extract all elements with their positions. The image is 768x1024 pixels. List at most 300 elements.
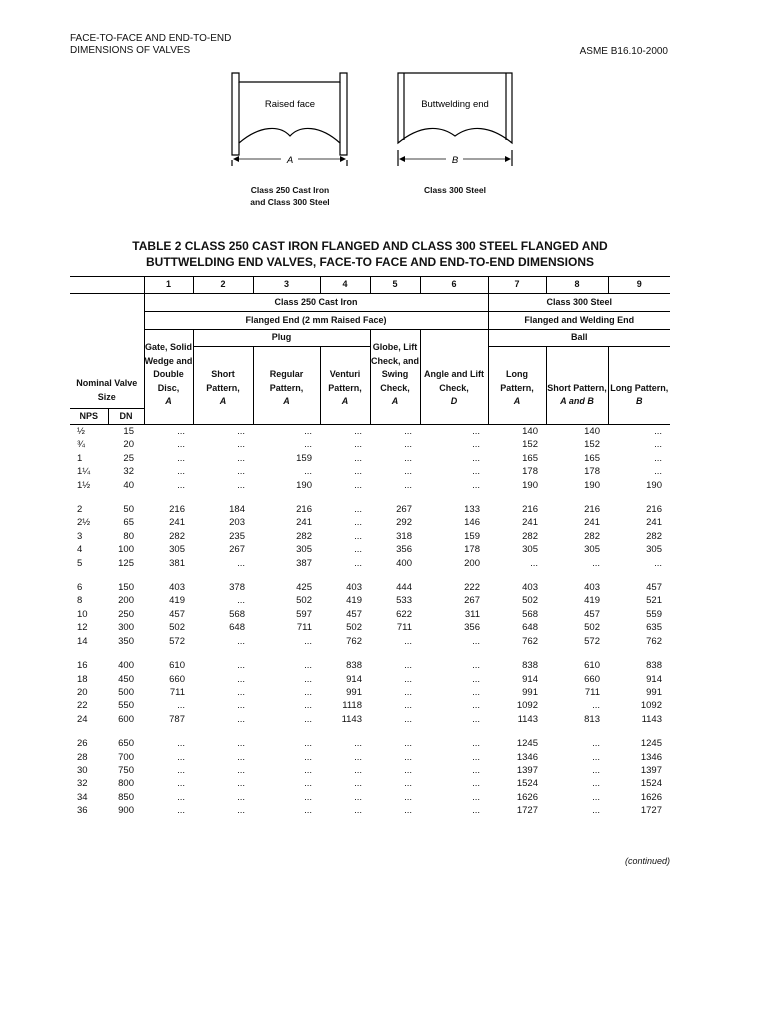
nps-cell: 1½ — [77, 479, 91, 491]
value-cell: ... — [472, 791, 480, 803]
value-cell: 178 — [522, 466, 538, 478]
nps-cell: 6 — [77, 582, 83, 594]
col-number: 3 — [253, 277, 320, 294]
table-row — [70, 465, 670, 478]
table-row — [70, 530, 670, 543]
value-cell: 159 — [296, 452, 312, 464]
value-cell: ... — [354, 517, 362, 529]
group-row — [70, 294, 670, 312]
table-row — [70, 543, 670, 556]
value-cell: 914 — [522, 673, 538, 685]
dn-cell: 15 — [123, 426, 134, 437]
value-cell: 502 — [522, 595, 538, 607]
table-row — [70, 699, 670, 712]
value-cell: 457 — [346, 608, 362, 620]
value-cell: 568 — [522, 608, 538, 620]
table-row — [70, 791, 670, 804]
value-cell: ... — [592, 764, 600, 776]
value-cell: 838 — [522, 660, 538, 672]
value-cell: ... — [354, 504, 362, 516]
nps-cell: ½ — [77, 426, 85, 437]
group-spacer — [70, 570, 670, 581]
dn-cell: 65 — [123, 517, 134, 529]
value-cell: ... — [472, 466, 480, 478]
value-cell: 787 — [169, 713, 185, 725]
dn-cell: 650 — [118, 738, 134, 750]
value-cell: 1346 — [516, 751, 538, 763]
dn-cell: 350 — [118, 635, 134, 647]
value-cell: 660 — [584, 673, 600, 685]
value-cell: ... — [237, 686, 245, 698]
value-cell: 203 — [229, 517, 245, 529]
value-cell: ... — [237, 479, 245, 491]
table-title-line-2: BUTTWELDING END VALVES, FACE-TO FACE AND END-TO-END DIMENSIONS — [145, 255, 594, 269]
value-cell: 241 — [169, 517, 185, 529]
value-cell: ... — [472, 452, 480, 464]
value-cell: ... — [237, 673, 245, 685]
value-cell: 184 — [229, 504, 245, 516]
value-cell: ... — [592, 805, 600, 817]
value-cell: ... — [237, 713, 245, 725]
value-cell: ... — [237, 791, 245, 803]
value-cell: 190 — [522, 479, 538, 491]
value-cell: 597 — [296, 608, 312, 620]
value-cell: ... — [354, 751, 362, 763]
value-cell: 282 — [296, 530, 312, 542]
value-cell: ... — [237, 466, 245, 478]
value-cell: 572 — [584, 635, 600, 647]
value-cell: ... — [472, 713, 480, 725]
table-row — [70, 425, 670, 439]
value-cell: ... — [354, 557, 362, 569]
value-cell: ... — [354, 778, 362, 790]
value-cell: ... — [304, 764, 312, 776]
value-cell: 216 — [296, 504, 312, 516]
value-cell: ... — [237, 805, 245, 817]
value-cell: 305 — [296, 544, 312, 556]
nps-cell: 5 — [77, 557, 83, 569]
value-cell: ... — [354, 452, 362, 464]
nps-cell: 18 — [77, 673, 88, 685]
value-cell: ... — [592, 738, 600, 750]
header-plug-short: Short Pattern, A — [193, 347, 253, 409]
value-cell: ... — [472, 635, 480, 647]
header-plug-venturi: Venturi Pattern, A — [320, 347, 370, 409]
value-cell: ... — [654, 439, 662, 451]
value-cell: ... — [237, 439, 245, 451]
value-cell: ... — [404, 439, 412, 451]
header-angle: Angle and Lift Check, D — [420, 330, 488, 409]
value-cell: ... — [304, 635, 312, 647]
value-cell: 178 — [464, 544, 480, 556]
value-cell: 502 — [169, 622, 185, 634]
value-cell: 403 — [346, 582, 362, 594]
header-nps: NPS — [70, 409, 108, 425]
value-cell: 991 — [646, 686, 662, 698]
group-class-300: Class 300 Steel — [488, 294, 670, 312]
value-cell: ... — [304, 751, 312, 763]
value-cell: ... — [304, 700, 312, 712]
raised-face-valve-drawing — [232, 73, 347, 166]
value-cell: ... — [304, 439, 312, 451]
value-cell: ... — [404, 673, 412, 685]
value-cell: 914 — [646, 673, 662, 685]
nps-cell: 8 — [77, 595, 83, 607]
value-cell: 711 — [396, 622, 412, 634]
value-cell: 403 — [522, 582, 538, 594]
dn-cell: 850 — [118, 791, 134, 803]
value-cell: 1397 — [640, 764, 662, 776]
value-cell: 1143 — [641, 713, 662, 725]
header-line-1: FACE-TO-FACE AND END-TO-END — [70, 33, 232, 44]
value-cell: ... — [177, 778, 185, 790]
value-cell: 572 — [169, 635, 185, 647]
value-cell: ... — [304, 738, 312, 750]
value-cell: 457 — [169, 608, 185, 620]
value-cell: 165 — [522, 452, 538, 464]
value-cell: ... — [237, 778, 245, 790]
value-cell: ... — [304, 466, 312, 478]
dimension-b-label: B — [451, 155, 459, 166]
value-cell: 152 — [584, 439, 600, 451]
value-cell: 216 — [169, 504, 185, 516]
value-cell: ... — [592, 778, 600, 790]
value-cell: ... — [404, 778, 412, 790]
header-dn: DN — [108, 409, 144, 425]
group-class-250: Class 250 Cast Iron — [144, 294, 488, 312]
header-welding-long: Long Pattern, B — [608, 347, 670, 409]
value-cell: ... — [304, 426, 312, 437]
col-number: 5 — [370, 277, 420, 294]
caption-line-1: Class 250 Cast Iron — [250, 185, 330, 195]
value-cell: ... — [237, 751, 245, 763]
value-cell: 200 — [464, 557, 480, 569]
value-cell: 1092 — [640, 700, 662, 712]
caption-line-2: and Class 300 Steel — [250, 197, 330, 207]
value-cell: ... — [404, 660, 412, 672]
value-cell: ... — [472, 479, 480, 491]
group-spacer — [70, 492, 670, 503]
value-cell: ... — [354, 439, 362, 451]
nps-cell: 34 — [77, 791, 88, 803]
value-cell: 635 — [646, 622, 662, 634]
table-header — [70, 277, 670, 425]
value-cell: 159 — [464, 530, 480, 542]
value-cell: ... — [304, 686, 312, 698]
table-row — [70, 635, 670, 648]
dimension-a-label: A — [286, 155, 294, 166]
value-cell: 660 — [169, 673, 185, 685]
value-cell: 305 — [169, 544, 185, 556]
value-cell: 305 — [522, 544, 538, 556]
value-cell: 356 — [396, 544, 412, 556]
nps-cell: 1¼ — [77, 466, 91, 478]
value-cell: ... — [472, 778, 480, 790]
value-cell: ... — [472, 426, 480, 437]
value-cell: 381 — [169, 557, 185, 569]
value-cell: ... — [237, 700, 245, 712]
value-cell: 1092 — [516, 700, 538, 712]
value-cell: ... — [177, 700, 185, 712]
value-cell: ... — [237, 595, 245, 607]
value-cell: ... — [654, 452, 662, 464]
nps-cell: 2 — [77, 504, 83, 516]
table-row — [70, 608, 670, 621]
group-spacer — [70, 726, 670, 737]
value-cell: 216 — [584, 504, 600, 516]
table-row — [70, 659, 670, 672]
value-cell: ... — [237, 635, 245, 647]
value-cell: ... — [592, 700, 600, 712]
value-cell: 1143 — [517, 713, 538, 725]
table-row — [70, 673, 670, 686]
table-row — [70, 452, 670, 465]
value-cell: ... — [472, 673, 480, 685]
value-cell: 1118 — [342, 700, 362, 712]
value-cell: ... — [404, 791, 412, 803]
value-cell: 267 — [229, 544, 245, 556]
value-cell: 133 — [464, 504, 480, 516]
value-cell: ... — [304, 791, 312, 803]
dn-cell: 800 — [118, 778, 134, 790]
value-cell: ... — [404, 686, 412, 698]
value-cell: 403 — [169, 582, 185, 594]
value-cell: 241 — [522, 517, 538, 529]
value-cell: ... — [404, 751, 412, 763]
value-cell: 241 — [646, 517, 662, 529]
value-cell: ... — [404, 764, 412, 776]
nps-cell: 26 — [77, 738, 88, 750]
subgroup-row — [70, 312, 670, 330]
value-cell: 502 — [296, 595, 312, 607]
table-row — [70, 764, 670, 777]
column-number-row — [70, 277, 670, 294]
value-cell: 1727 — [516, 805, 538, 817]
buttwelding-end-valve-drawing — [398, 73, 512, 166]
value-cell: 711 — [169, 686, 185, 698]
value-cell: ... — [177, 479, 185, 491]
value-cell: 457 — [584, 608, 600, 620]
table-body — [70, 425, 670, 818]
dn-cell: 250 — [118, 608, 134, 620]
table-row — [70, 438, 670, 451]
value-cell: ... — [304, 805, 312, 817]
value-cell: 1397 — [516, 764, 538, 776]
col-number: 1 — [144, 277, 193, 294]
value-cell: 533 — [396, 595, 412, 607]
value-cell: 1524 — [640, 778, 662, 790]
value-cell: ... — [530, 557, 538, 569]
table-row — [70, 737, 670, 750]
value-cell: ... — [354, 764, 362, 776]
table-row — [70, 621, 670, 634]
value-cell: 282 — [584, 530, 600, 542]
value-cell: ... — [354, 791, 362, 803]
value-cell: 356 — [464, 622, 480, 634]
dn-cell: 50 — [123, 504, 134, 516]
nps-cell: 4 — [77, 544, 83, 556]
left-figure-caption — [230, 184, 350, 208]
value-cell: 1245 — [640, 738, 662, 750]
value-cell: ... — [404, 479, 412, 491]
value-cell: 140 — [584, 426, 600, 437]
value-cell: ... — [354, 544, 362, 556]
value-cell: ... — [404, 635, 412, 647]
table-row — [70, 557, 670, 570]
value-cell: ... — [472, 738, 480, 750]
value-cell: ... — [404, 466, 412, 478]
value-cell: 146 — [464, 517, 480, 529]
value-cell: 216 — [646, 504, 662, 516]
header-globe: Globe, Lift Check, and Swing Check, A — [370, 330, 420, 409]
nps-cell: 36 — [77, 805, 88, 817]
value-cell: ... — [177, 738, 185, 750]
value-cell: 991 — [346, 686, 362, 698]
value-cell: 711 — [584, 686, 600, 698]
buttwelding-end-label: Buttwelding end — [421, 99, 489, 110]
value-cell: 165 — [584, 452, 600, 464]
value-cell: ... — [177, 791, 185, 803]
value-cell: ... — [354, 479, 362, 491]
value-cell: ... — [472, 660, 480, 672]
subgroup-flanged-end: Flanged End (2 mm Raised Face) — [144, 312, 488, 330]
value-cell: 521 — [646, 595, 662, 607]
value-cell: 1626 — [640, 791, 662, 803]
value-cell: ... — [592, 557, 600, 569]
value-cell: 190 — [646, 479, 662, 491]
dn-cell: 300 — [118, 622, 134, 634]
value-cell: ... — [592, 751, 600, 763]
header-ball-long: Long Pattern, A — [488, 347, 546, 409]
nps-cell: 3 — [77, 530, 83, 542]
value-cell: ... — [404, 713, 412, 725]
value-cell: ... — [472, 439, 480, 451]
value-cell: 235 — [229, 530, 245, 542]
value-cell: 762 — [346, 635, 362, 647]
value-cell: 222 — [464, 582, 480, 594]
value-cell: 216 — [522, 504, 538, 516]
nps-cell: 1 — [77, 452, 83, 464]
value-cell: ... — [654, 557, 662, 569]
value-cell: ... — [354, 805, 362, 817]
value-cell: ... — [177, 751, 185, 763]
value-cell: ... — [177, 452, 185, 464]
value-cell: ... — [404, 805, 412, 817]
value-cell: 190 — [584, 479, 600, 491]
table-row — [70, 751, 670, 764]
subgroup-flanged-welding: Flanged and Welding End — [488, 312, 670, 330]
value-cell: 292 — [396, 517, 412, 529]
table-row — [70, 686, 670, 699]
dn-cell: 700 — [118, 751, 134, 763]
nps-cell: 12 — [77, 622, 88, 634]
value-cell: 241 — [584, 517, 600, 529]
value-cell: 648 — [229, 622, 245, 634]
value-cell: ... — [237, 452, 245, 464]
value-cell: 610 — [169, 660, 185, 672]
value-cell: ... — [472, 700, 480, 712]
value-cell: 1346 — [640, 751, 662, 763]
value-cell: ... — [404, 452, 412, 464]
header-nominal-valve-size: Nominal Valve Size — [76, 378, 138, 402]
valve-figure — [0, 0, 768, 220]
dn-cell: 900 — [118, 805, 134, 817]
header-line-2: DIMENSIONS OF VALVES — [70, 45, 191, 56]
type-row — [70, 330, 670, 347]
value-cell: ... — [404, 700, 412, 712]
nps-cell: 2½ — [77, 517, 91, 529]
value-cell: 1524 — [516, 778, 538, 790]
value-cell: 403 — [584, 582, 600, 594]
value-cell: 711 — [296, 622, 312, 634]
value-cell: ... — [237, 738, 245, 750]
col-number: 6 — [420, 277, 488, 294]
value-cell: 991 — [522, 686, 538, 698]
header-gate: Gate, Solid Wedge and Double Disc, A — [144, 330, 193, 409]
value-cell: ... — [472, 751, 480, 763]
group-spacer — [70, 648, 670, 659]
dimensions-table — [70, 276, 670, 818]
dn-cell: 40 — [123, 479, 134, 491]
value-cell: 311 — [464, 608, 480, 620]
header-ball-short: Short Pattern, A and B — [546, 347, 608, 409]
value-cell: ... — [304, 660, 312, 672]
value-cell: 1727 — [640, 805, 662, 817]
nps-cell: 32 — [77, 778, 88, 790]
header-plug: Plug — [193, 330, 370, 347]
table-row — [70, 503, 670, 516]
value-cell: ... — [592, 791, 600, 803]
value-cell: 267 — [464, 595, 480, 607]
value-cell: 568 — [229, 608, 245, 620]
table-row — [70, 777, 670, 790]
value-cell: 190 — [296, 479, 312, 491]
value-cell: 387 — [296, 557, 312, 569]
value-cell: ... — [354, 466, 362, 478]
nps-cell: 24 — [77, 713, 88, 725]
dn-cell: 400 — [118, 660, 134, 672]
right-figure-caption: Class 300 Steel — [424, 185, 486, 195]
table-row — [70, 804, 670, 817]
dn-cell: 150 — [118, 582, 134, 594]
value-cell: 318 — [396, 530, 412, 542]
col-number: 9 — [608, 277, 670, 294]
nps-cell: ¾ — [77, 439, 85, 451]
value-cell: ... — [472, 764, 480, 776]
dn-cell: 600 — [118, 713, 134, 725]
value-cell: 502 — [346, 622, 362, 634]
value-cell: 282 — [646, 530, 662, 542]
raised-face-label: Raised face — [264, 99, 316, 110]
value-cell: 282 — [169, 530, 185, 542]
value-cell: ... — [237, 426, 245, 437]
col-number: 4 — [320, 277, 370, 294]
dn-cell: 550 — [118, 700, 134, 712]
value-cell: 559 — [646, 608, 662, 620]
dn-cell: 450 — [118, 673, 134, 685]
dn-cell: 500 — [118, 686, 134, 698]
value-cell: ... — [354, 738, 362, 750]
table-row — [70, 713, 670, 726]
dn-cell: 750 — [118, 764, 134, 776]
value-cell: ... — [404, 738, 412, 750]
continued-note: (continued) — [624, 856, 670, 866]
dn-cell: 25 — [123, 452, 134, 464]
value-cell: ... — [354, 426, 362, 437]
value-cell: ... — [654, 466, 662, 478]
running-header-right: ASME B16.10-2000 — [579, 46, 668, 57]
value-cell: 838 — [646, 660, 662, 672]
